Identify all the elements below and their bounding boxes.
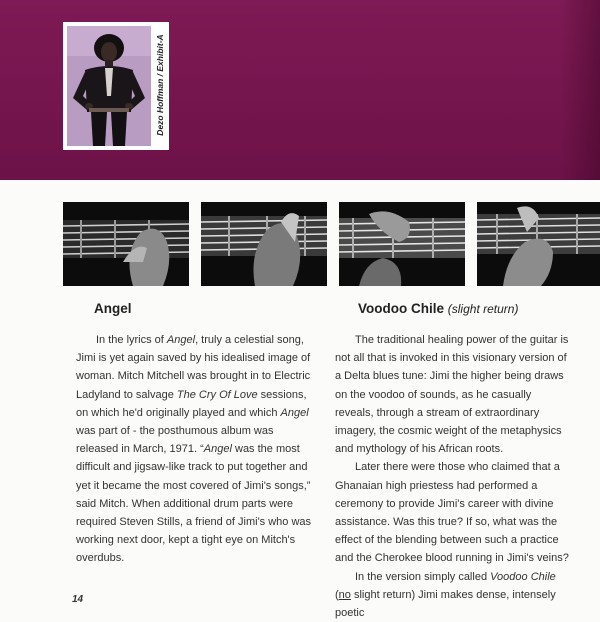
voodoo-chile-title: Voodoo Chile <box>358 301 444 316</box>
film-frame-3 <box>339 202 465 286</box>
photo-credit-strip <box>151 22 169 150</box>
angel-heading: Angel <box>94 301 132 316</box>
voodoo-paragraph-1: The traditional healing power of the guitar is not all that is invoked in this visionary version of a Delta blues tune: Jimi the higher being draws on the voodoo of sounds, as he casually reveals, through a stream of extraordinary imagery, the cosmic weight of the metaphysics and mythology of his African roots. <box>335 334 569 456</box>
photo-frame <box>63 22 169 150</box>
angel-body <box>76 331 312 568</box>
voodoo-chile-heading <box>358 301 518 316</box>
jimi-hendrix-photo <box>67 26 151 146</box>
photo-credit: Dezo Hoffman / Exhibit-A <box>155 34 165 136</box>
purple-banner <box>0 0 600 180</box>
film-frame-2 <box>201 202 327 286</box>
film-frame-4 <box>477 202 600 286</box>
voodoo-paragraph-3: In the version simply called Voodoo Chile (no slight return) Jimi makes dense, intensely poetic <box>335 570 556 620</box>
film-frame-1 <box>63 202 189 286</box>
voodoo-chile-body <box>335 331 571 622</box>
page-number: 14 <box>72 594 84 605</box>
angel-paragraph: In the lyrics of Angel, truly a celestial song, Jimi is yet again saved by his idealised image of woman. Mitch Mitchell was brought in to Electric Ladyland to salvage The Cry Of Love sessions, on which he'd originally played and which Angel was part of - the posthumous album was released in March, 1971. “Angel was the most difficult and jigsaw-like track to put together and yet it became the most covered of Jimi's songs,” said Mitch. When additional drum parts were required Steven Stills, a friend of Jimi's who was working next door, kept a tight eye on Mitch's overdubs. <box>76 334 312 565</box>
voodoo-chile-subtitle: (slight return) <box>447 302 519 316</box>
voodoo-paragraph-2: Later there were those who claimed that a Ghanaian high priestess had performed a ceremony to provide Jimi's career with divine assistance. Was this true? If so, what was the effect of the blending between such a practice and the Cherokee blood running in Jimi's veins? <box>335 461 569 565</box>
